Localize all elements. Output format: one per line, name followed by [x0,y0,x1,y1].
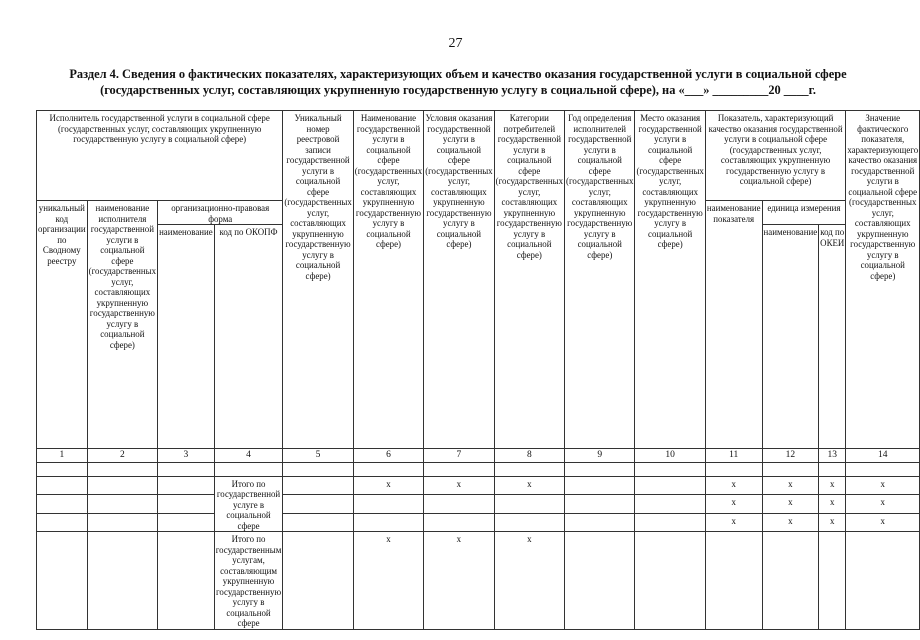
x-mark: x [846,476,920,495]
table-row [37,532,920,630]
header-year: Год определения исполнителей государственной услуги в социальной сфере (государственных услуг, составляющих укрупненную государственную услугу в социальной сфере) [565,111,635,449]
x-mark: x [353,476,423,495]
total-service-label: Итого по государственной услуге в социальной сфере [214,476,283,532]
header-indicator: Показатель, характеризующий качество оказания государственной услуги в социальной сфере (государственных услуг, составляющих укрупненную государственную услугу в социальной сфере) [705,111,845,201]
column-numbers-row [37,449,920,463]
header-executor: Исполнитель государственной услуги в социальной сфере (государственных услуг, составляющих укрупненную государственную услугу в социальной сфере) [37,111,283,201]
x-mark: x [762,495,819,514]
column-number: 8 [494,449,564,463]
column-number: 2 [87,449,157,463]
x-mark: x [819,476,846,495]
header-exec-name: наименование исполнителя государственной услуги в социальной сфере (государственных услуг, составляющих укрупненную государственную услугу в социальной сфере) [87,201,157,449]
header-indicator-name: наименование показателя [705,201,762,449]
column-number: 7 [424,449,494,463]
table-row [37,476,920,495]
column-number: 5 [283,449,353,463]
x-mark: x [424,476,494,495]
column-number: 10 [635,449,705,463]
column-number: 14 [846,449,920,463]
x-mark: x [353,532,423,630]
column-number: 6 [353,449,423,463]
indicators-table [36,110,920,630]
section-heading: Раздел 4. Сведения о фактических показателях, характеризующих объем и качество оказания государственной услуги в социальной сфере (государственных услуг, составляющих укрупненную государственную услугу в социальной сфере), на «___» _________20 ____г. [69,67,847,97]
x-mark: x [819,513,846,532]
header-unit-name: наименование [762,225,819,449]
header-legal-form: организационно-правовая форма [158,201,283,225]
x-mark: x [762,513,819,532]
header-okopf: код по ОКОПФ [214,225,283,449]
column-number: 9 [565,449,635,463]
table-row [37,462,920,476]
x-mark: x [846,513,920,532]
x-mark: x [494,476,564,495]
x-mark: x [424,532,494,630]
x-mark: x [762,476,819,495]
column-number: 4 [214,449,283,463]
page-number: 27 [448,36,463,51]
column-number: 3 [158,449,215,463]
header-registry-number: Уникальный номер реестровой записи государственной услуги в социальной сфере (государственных услуг, составляющих укрупненную государственную услугу в социальной сфере) [283,111,353,449]
x-mark: x [705,513,762,532]
header-conditions: Условия оказания государственной услуги в социальной сфере (государственных услуг, составляющих укрупненную государственную услугу в социальной сфере) [424,111,494,449]
x-mark: x [846,495,920,514]
total-all-label: Итого по государственным услугам, составляющим укрупненную государственную услугу в социальной сфере [214,532,283,630]
header-service-name: Наименование государственной услуги в социальной сфере (государственных услуг, составляющих укрупненную государственную услугу в социальной сфере) [353,111,423,449]
header-legal-form-name: наименование [158,225,215,449]
column-number: 13 [819,449,846,463]
x-mark: x [494,532,564,630]
x-mark: x [705,495,762,514]
table-row [37,495,920,514]
x-mark: x [819,495,846,514]
header-consumers: Категории потребителей государственной услуги в социальной сфере (государственных услуг, составляющих укрупненную государственную услугу в социальной сфере) [494,111,564,449]
column-number: 1 [37,449,88,463]
column-number: 11 [705,449,762,463]
column-number: 12 [762,449,819,463]
header-place: Место оказания государственной услуги в социальной сфере (государственных услуг, составляющих укрупненную государственную услугу в социальной сфере) [635,111,705,449]
x-mark: x [705,476,762,495]
header-unit: единица измерения [762,201,846,225]
table-row [37,513,920,532]
header-okei: код по ОКЕИ [819,225,846,449]
header-unique-code: уникальный код организации по Сводному реестру [37,201,88,449]
header-actual-value: Значение фактического показателя, характеризующего качество оказания государственной услуги в социальной сфере (государственных услуг, составляющих укрупненную государственную услугу в социальной сфере) [846,111,920,449]
